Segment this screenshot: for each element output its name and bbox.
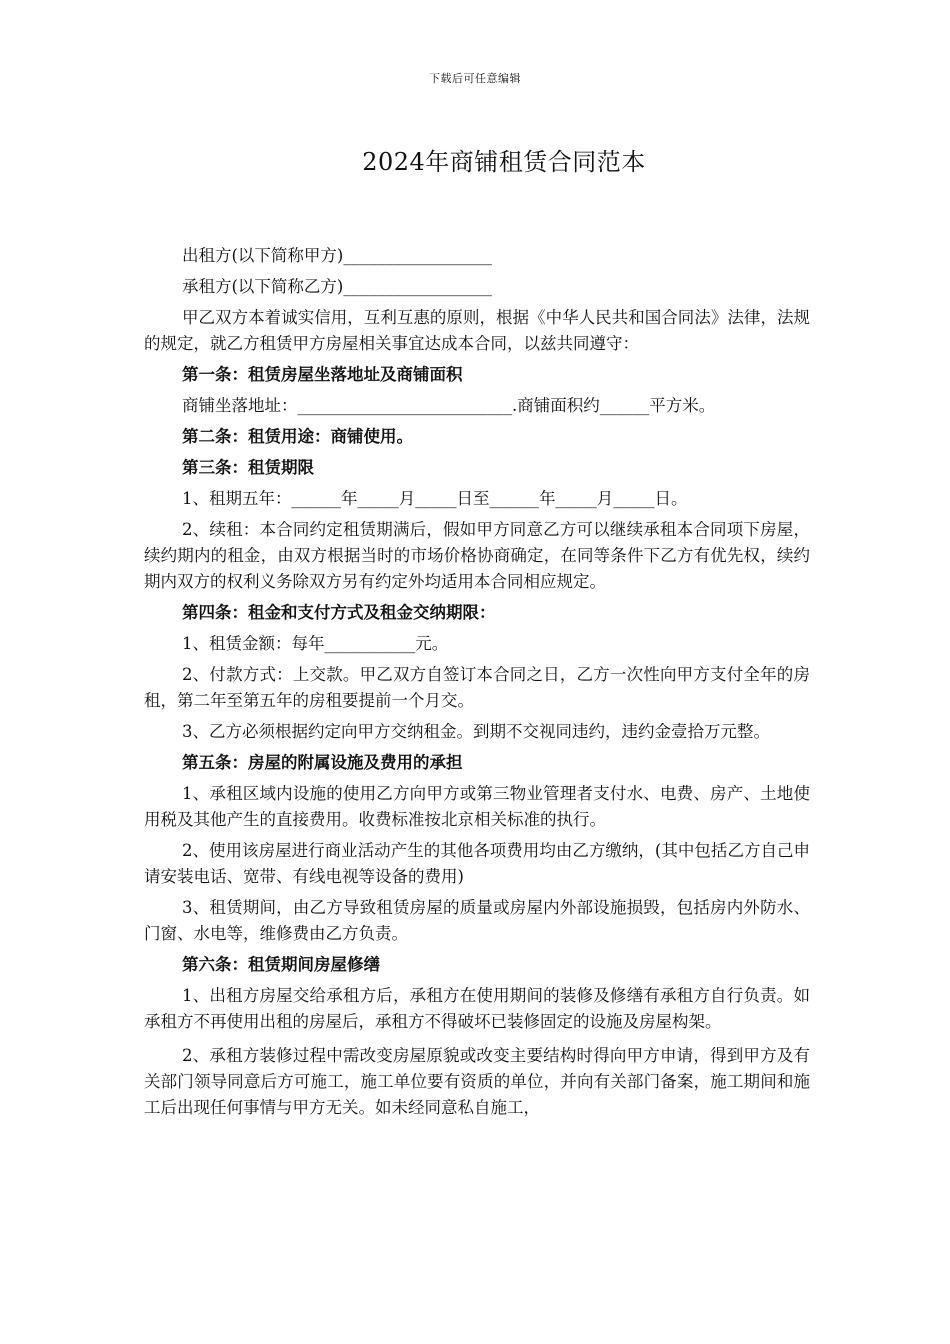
article-5-heading: 第五条：房屋的附属设施及费用的承担 [182, 753, 463, 772]
preamble-paragraph: 甲乙双方本着诚实信用，互利互惠的原则，根据《中华人民共和国合同法》法律，法规的规定，就乙方租赁甲方房屋相关事宜达成本合同，以兹共同遵守： [144, 308, 810, 353]
header-note: 下载后可任意编辑 [429, 72, 521, 85]
utilities-paragraph: 1、承租区域内设施的使用乙方向甲方或第三物业管理者支付水、电费、房产、土地使用税及其他产生的直接费用。收费标准按北京相关标准的执行。 [144, 784, 810, 829]
damage-paragraph: 3、租赁期间，由乙方导致租赁房屋的质量或房屋内外部设施损毁，包括房内外防水、门窗、水电等，维修费由乙方负责。 [144, 898, 810, 943]
lessee-line: 承租方(以下简称乙方)__________________ [182, 277, 492, 296]
document-body [144, 243, 810, 1126]
business-fees-paragraph: 2、使用该房屋进行商业活动产生的其他各项费用均由乙方缴纳，(其中包括乙方自己申请安装电话、宽带、有线电视等设备的费用) [144, 841, 810, 886]
payment-method-paragraph: 2、付款方式：上交款。甲乙双方自签订本合同之日，乙方一次性向甲方支付全年的房租，第二年至第五年的房租要提前一个月交。 [144, 665, 810, 710]
article-4-heading: 第四条：租金和支付方式及租金交纳期限： [182, 603, 496, 622]
document-title: 2024年商铺租赁合同范本 [362, 148, 646, 176]
repair-paragraph-1: 1、出租方房屋交给承租方后，承租方在使用期间的装修及修缮有承租方自行负责。如承租方不再使用出租的房屋后，承租方不得破坏已装修固定的设施及房屋构架。 [144, 986, 810, 1031]
article-2-heading: 第二条：租赁用途：商铺使用。 [182, 427, 413, 446]
renewal-paragraph: 2、续租：本合同约定租赁期满后，假如甲方同意乙方可以继续承租本合同项下房屋，续约期内的租金，由双方根据当时的市场价格协商确定，在同等条件下乙方有优先权，续约期内双方的权利义务除双方另有约定外均适用本合同相应规定。 [144, 520, 810, 591]
late-payment-paragraph: 3、乙方必须根据约定向甲方交纳租金。到期不交视同违约，违约金壹拾万元整。 [182, 722, 770, 741]
article-3-heading: 第三条：租赁期限 [182, 458, 314, 477]
lessor-line: 出租方(以下简称甲方)__________________ [182, 246, 492, 265]
rent-amount-line: 1、租赁金额：每年___________元。 [182, 634, 449, 653]
address-area-line: 商铺坐落地址：__________________________.商铺面积约______平方米。 [182, 396, 716, 415]
article-1-heading: 第一条：租赁房屋坐落地址及商铺面积 [182, 365, 463, 384]
lease-term-line: 1、租期五年：______年_____月_____日至______年_____月_____日。 [182, 489, 688, 508]
article-6-heading: 第六条：租赁期间房屋修缮 [182, 955, 380, 974]
repair-paragraph-2: 2、承租方装修过程中需改变房屋原貌或改变主要结构时得向甲方申请，得到甲方及有关部门领导同意后方可施工，施工单位要有资质的单位，并向有关部门备案，施工期间和施工后出现任何事情与甲方无关。如未经同意私自施工， [144, 1046, 810, 1117]
